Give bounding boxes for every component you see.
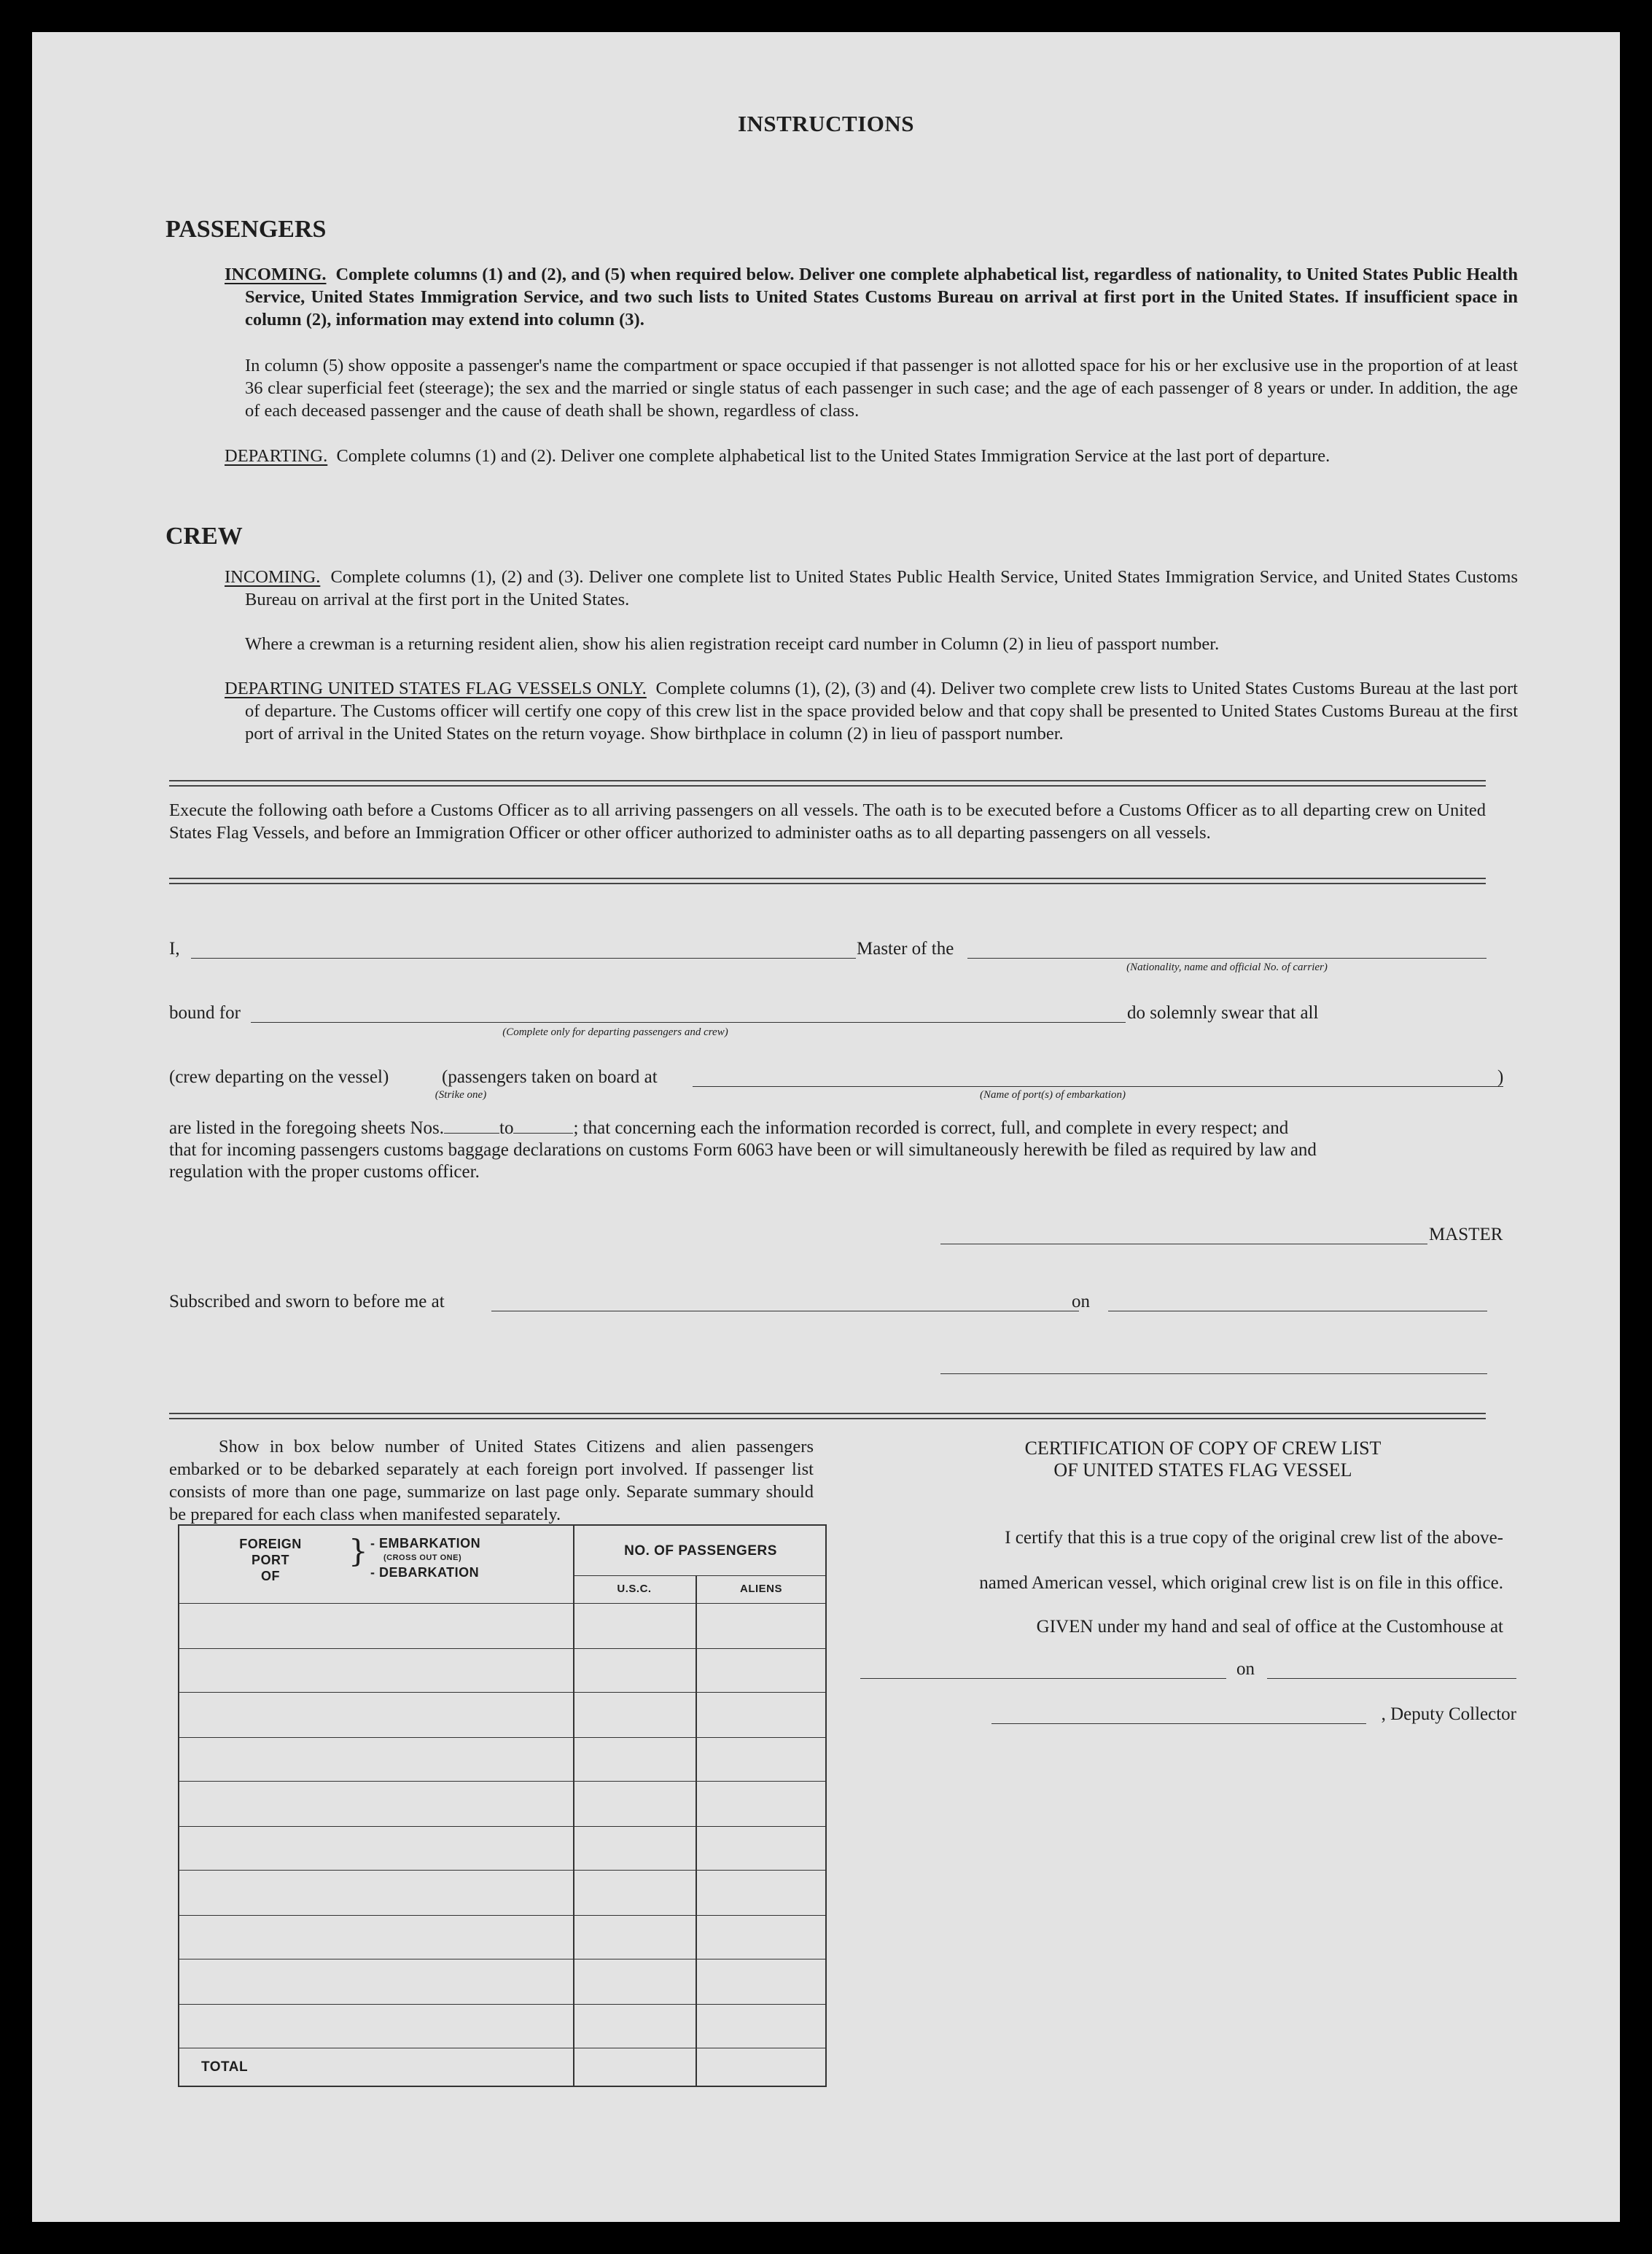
deputy-collector-label: , Deputy Collector [1381,1704,1516,1724]
given-line: GIVEN under my hand and seal of office at the Customhouse at [1036,1617,1503,1637]
bound-for-field[interactable] [251,1022,1126,1023]
listed-to: to [499,1118,514,1138]
customhouse-field[interactable] [860,1678,1226,1679]
cross-out-hint: (CROSS OUT ONE) [383,1553,462,1562]
sheet-from-field[interactable] [444,1133,499,1134]
embarkation-option[interactable]: - EMBARKATION [370,1536,481,1551]
listed-prefix: are listed in the foregoing sheets Nos. [169,1118,444,1138]
no-of-passengers-header: NO. OF PASSENGERS [624,1543,777,1559]
double-rule-divider [169,780,1486,787]
carrier-field-hint: (Nationality, name and official No. of carrier) [1126,962,1328,973]
certification-date-field[interactable] [1267,1678,1516,1679]
carrier-field[interactable] [967,958,1487,959]
crew-departing-paragraph [225,677,1518,745]
oath-instruction-paragraph: Execute the following oath before a Customs Officer as to all arriving passengers on all vessels. The oath is to be executed before a Customs Officer as to all departing crew on United States Flag Vessels, and before an Immigration Officer or other officer authorized to administer oaths as to all departing passengers on all vessels. [169,800,1486,843]
listed-rest: ; that concerning each the information recorded is correct, full, and complete in every respect; and [573,1118,1289,1138]
listed-line-2: that for incoming passengers customs baggage declarations on customs Form 6063 have been or will simultaneously herewith be filed as required by law and [169,1140,1317,1160]
passengers-incoming-paragraph [225,263,1518,331]
bound-for-label: bound for [169,1003,241,1023]
certification-on-label: on [1236,1659,1255,1679]
ports-of-embarkation-field[interactable] [693,1086,1503,1087]
passengers-departing-label: DEPARTING. [225,446,328,466]
page-title: INSTRUCTIONS [737,111,914,136]
crew-heading: CREW [165,523,243,550]
ports-hint: (Name of port(s) of embarkation) [980,1089,1126,1101]
crew-incoming-paragraph [225,566,1518,611]
certify-line-2: named American vessel, which original crew list is on file in this office. [979,1573,1503,1593]
deputy-collector-signature-field[interactable] [991,1723,1366,1724]
crew-departing-option[interactable]: (crew departing on the vessel) [169,1067,389,1087]
total-row-label: TOTAL [201,2059,249,2075]
summary-instruction-paragraph: Show in box below number of United States Citizens and alien passengers embarked or to be debarked separately at each foreign port involved. If passenger list consists of more than one page, summarize on last page only. Separate summary should be prepared for each class when manifested separately. [169,1437,814,1524]
aliens-header: ALIENS [739,1583,782,1595]
crew-departing-text: Complete columns (1), (2), (3) and (4). Deliver two complete crew lists to United States Customs Bureau at the last port of departure. The Customs officer will certify one copy of this crew list in the space provided below and that copy shall be presented to United States Customs Bureau at the first port of arrival in the United States on the return voyage. Show birthplace in column (2) in lieu of passport number. [245,679,1518,744]
passengers-departing-text: Complete columns (1) and (2). Deliver one complete alphabetical list to the United States Immigration Service at the last port of departure. [336,446,1330,466]
certify-line-1: I certify that this is a true copy of the original crew list of the above- [1005,1528,1503,1548]
passengers-incoming-text: Complete columns (1) and (2), and (5) when required below. Deliver one complete alphabetical list, regardless of nationality, to United States Public Health Service, United States Immigration Service, and two such lists to United States Customs Bureau on arrival at first port in the United States. If insufficient space in column (2), information may extend into column (3). [245,265,1518,329]
bound-for-hint: (Complete only for departing passengers and crew) [502,1026,728,1038]
double-rule-divider [169,878,1486,884]
usc-header: U.S.C. [617,1583,652,1595]
master-name-field[interactable] [191,958,856,959]
oath-i-label: I, [169,939,180,959]
passengers-taken-option[interactable]: (passengers taken on board at [442,1067,658,1087]
passengers-column5-paragraph: In column (5) show opposite a passenger's name the compartment or space occupied if that passenger is not allotted space for his or her exclusive use in the proportion of at least 36 clear superficial feet (steerage); the sex and the married or single status of each passenger in such case; and the age of each passenger of 8 years or under. In addition, the age of each deceased passenger and the cause of death shall be shown, regardless of class. [245,356,1518,421]
master-of-label: Master of the [857,939,954,959]
listed-line-1 [169,1118,1288,1139]
listed-line-3: regulation with the proper customs officer. [169,1162,480,1182]
close-paren: ) [1497,1067,1504,1087]
debarkation-option[interactable]: - DEBARKATION [370,1565,480,1580]
officer-signature-field[interactable] [940,1373,1487,1374]
document-page [32,32,1620,2222]
crew-incoming-text: Complete columns (1), (2) and (3). Deliver one complete list to United States Public Health Service, United States Immigration Service, and United States Customs Bureau on arrival at the first port in the United States. [245,567,1518,609]
passengers-heading: PASSENGERS [165,216,327,243]
passengers-incoming-label: INCOMING. [225,265,327,284]
passengers-departing-paragraph [225,445,1518,467]
certification-heading: CERTIFICATION OF COPY OF CREW LIST OF UNITED STATES FLAG VESSEL [1024,1438,1382,1481]
crew-resident-paragraph: Where a crewman is a returning resident alien, show his alien registration receipt card number in Column (2) in lieu of passport number. [245,634,1220,654]
master-label: MASTER [1429,1225,1503,1244]
embarkation-header [370,1536,480,1580]
subscribed-label: Subscribed and sworn to before me at [169,1292,445,1311]
double-rule-divider [169,1413,1486,1419]
sworn-on-label: on [1072,1292,1090,1311]
sheet-to-field[interactable] [513,1133,573,1134]
passenger-summary-table [178,1524,827,2087]
crew-incoming-label: INCOMING. [225,567,321,587]
brace-glyph: } [348,1533,368,1569]
foreign-port-header: FOREIGN PORT OF [239,1537,302,1583]
swear-label: do solemnly swear that all [1127,1003,1319,1023]
crew-departing-label: DEPARTING UNITED STATES FLAG VESSELS ONLY. [225,679,647,698]
strike-one-hint: (Strike one) [435,1089,487,1101]
